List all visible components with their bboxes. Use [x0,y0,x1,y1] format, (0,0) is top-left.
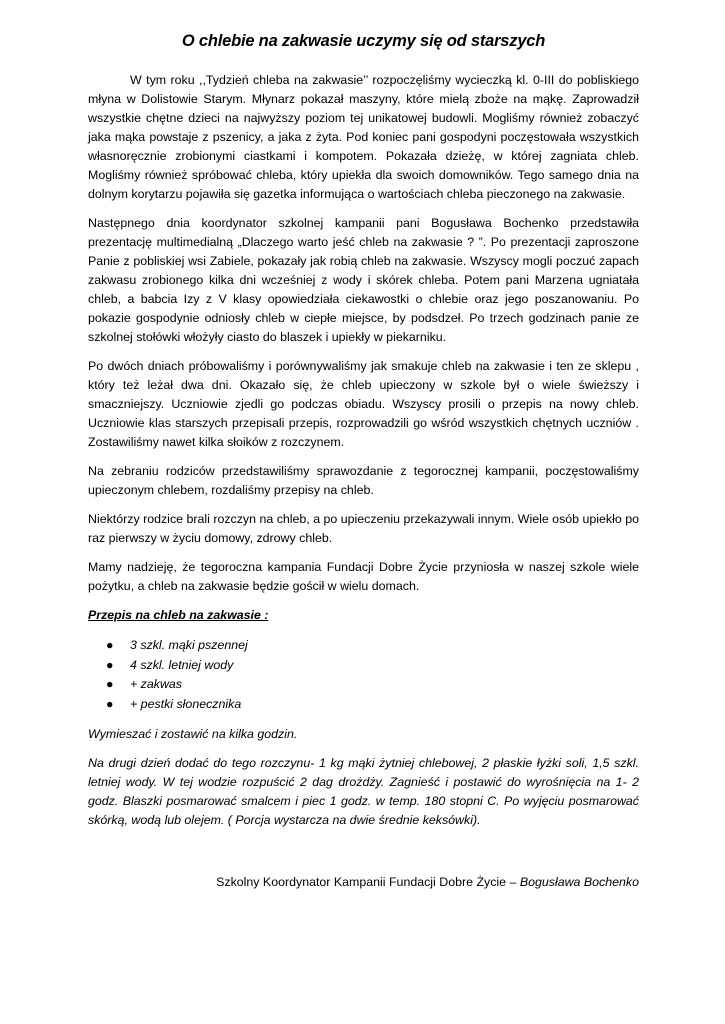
paragraph-parents-baking: Niektórzy rodzice brali rozczyn na chleb, a po upieczeniu przekazywali innym. Wiele osób upiekło po raz pierwszy w życiu domowy, zdrowy chleb. [88,512,639,545]
list-item [88,675,639,695]
paragraph-parents-meeting: Na zebraniu rodziców przedstawiliśmy sprawozdanie z tegorocznej kampanii, poczęstowaliśmy upieczonym chlebem, rozdaliśmy przepisy na chleb. [88,464,639,497]
paragraph-presentation: Następnego dnia koordynator szkolnej kampanii pani Bogusława Bochenko przedstawiła prezentację multimedialną „Dlaczego warto jeść chleb na zakwasie ? ”. Po prezentacji zaproszone Panie z pobliskiej wsi Zabiele, pokazały jak robią chleb na zakwasie. Wszyscy mogli poczuć zapach zakwasu zrobionego kilka dni wcześniej z wody i skórek chleba. Potem pani Marzena ugniatała chleb, a babcia Izy z V klasy opowiedziała ciekawostki o chlebie oraz jego poszanowaniu. Po pokazie gospodynie odniosły chleb w ciepłe miejsce, by podsdzeł. Po trzech godzinach panie ze szkolnej stołówki włożyły ciasto do blaszek i upiekły w piekarniku. [88,216,639,344]
recipe-heading: Przepis na chleb na zakwasie : [88,608,269,622]
list-item [88,695,639,715]
ingredient-text: + zakwas [130,677,182,691]
recipe-step-1: Wymieszać i zostawić na kilka godzin. [88,727,298,741]
bullet-icon: ● [106,677,114,691]
signature-role: Szkolny Koordynator Kampanii Fundacji Dobre Życie – [216,875,520,889]
document-page [88,30,639,892]
bullet-icon: ● [106,696,114,711]
paragraph-hope: Mamy nadzieję, że tegoroczna kampania Fundacji Dobre Życie przyniosła w naszej szkole wiele pożytku, a chleb na zakwasie będzie gościł w wielu domach. [88,560,639,593]
ingredient-text: + pestki słonecznika [130,696,242,711]
paragraph-tasting: Po dwóch dniach próbowaliśmy i porównywaliśmy jak smakuje chleb na zakwasie i ten ze sklepu , który też leżał dwa dni. Okazało się, że chleb upieczony w szkole był o wiele świeższy i smaczniejszy. Uczniowie zjedli go podczas obiadu. Wszyscy prosili o przepis na nowy chleb. Uczniowie klas starszych przepisali przepis, rozprowadzili go wśród wszystkich chętnych uczniów . Zostawiliśmy nawet kilka słoików z rozczynem. [88,359,639,449]
ingredient-text: 4 szkl. letniej wody [130,657,234,672]
signature [88,873,639,892]
recipe-step-2: Na drugi dzień dodać do tego rozczynu- 1 kg mąki żytniej chlebowej, 2 płaskie łyżki soli, 1,5 szkl. letniej wody. W tej wodzie rozpuścić 2 dag drożdży. Zagnieść i postawić do wyrośnięcia na 1- 2 godz. Blaszki posmarować smalcem i piec 1 godz. w temp. 180 stopni C. Po wyjęciu posmarować skórką, wodą lub olejem. ( Porcja wystarcza na dwie średnie keksówki). [88,756,639,827]
document-title: O chlebie na zakwasie uczymy się od starszych [181,32,546,50]
ingredient-text: 3 szkl. mąki pszennej [130,638,248,652]
signature-name: Bogusława Bochenko [519,875,639,889]
bullet-icon: ● [106,657,114,672]
paragraph-mill-trip: W tym roku ,,Tydzień chleba na zakwasie’’ rozpoczęliśmy wycieczką kl. 0-III do pobliskiego młyna w Dolistowie Starym. Młynarz pokazał maszyny, które mielą zboże na mąkę. Zaprowadził wszystkie chętne dzieci na najwyższy poziom tej unikatowej budowli. Mogliśmy również zobaczyć jaka mąka powstaje z pszenicy, a jaka z żyta. Pod koniec pani gospodyni poczęstowała wszystkich własnoręcznie zrobionymi ciastkami i kompotem. Pokazała dzieżę, w której zagniata chleb. Mogliśmy również spróbować chleba, który upiekła dla swoich domowników. Tego samego dnia na dolnym korytarzu pojawiła się gazetka informująca o wartościach chleba pieczonego na zakwasie. [88,73,639,201]
list-item [88,656,639,676]
bullet-icon: ● [106,638,114,652]
list-item [88,636,639,656]
ingredient-list [88,636,639,714]
